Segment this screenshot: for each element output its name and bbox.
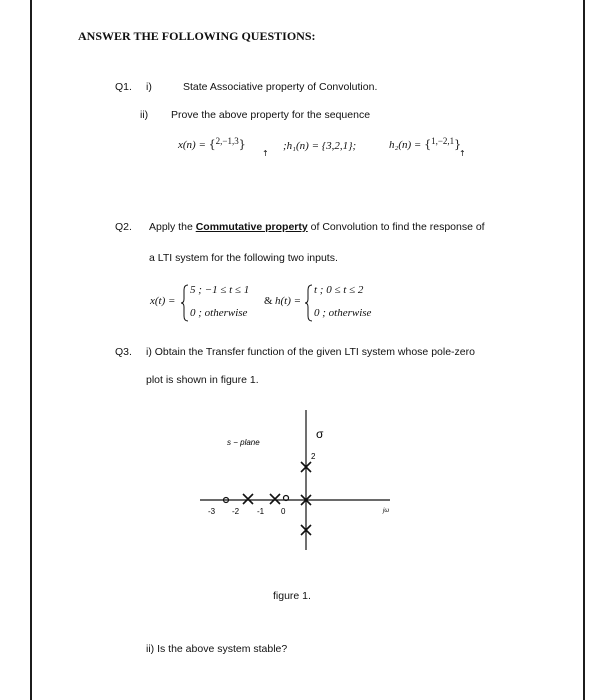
- q1-sequence-h2: h₂(n) = {$^{1,-2,1}$}: [389, 136, 462, 151]
- page-heading: ANSWER THE FOLLOWING QUESTIONS:: [78, 29, 316, 43]
- q1-part-ii-text: Prove the above property for the sequence: [171, 109, 371, 121]
- q2-h-brace: [305, 284, 313, 322]
- q2-line1-post: of Convolution to find the response of: [307, 221, 485, 233]
- tick-label-minus-1: -1: [257, 507, 265, 516]
- q2-line1: [149, 221, 485, 233]
- q1-sequence-h1: ;h₁(n) = {3,2,1};: [283, 140, 357, 152]
- q3-line1: i) Obtain the Transfer function of the given LTI system whose pole-zero: [146, 346, 475, 358]
- q1-x-lhs: x(n) =: [178, 139, 206, 151]
- pole-marker-minus-1: [243, 494, 253, 504]
- tick-label-minus-3: -3: [208, 507, 216, 516]
- q2-line2: a LTI system for the following two inputs.: [149, 252, 338, 264]
- q2-line1-pre: Apply the: [149, 221, 196, 233]
- q2-h-lhs: h(t) =: [275, 295, 302, 307]
- q2-x-lhs: x(t) =: [150, 295, 176, 307]
- q1-part-ii-label: ii): [140, 109, 149, 121]
- q1-part-i-text: State Associative property of Convolution.: [183, 81, 378, 93]
- q2-x-brace: [181, 284, 189, 322]
- q3-line2: plot is shown in figure 1.: [146, 374, 259, 386]
- jw-axis-label: jω: [383, 508, 390, 514]
- tick-label-2: 2: [311, 452, 316, 461]
- tick-label-0: 0: [281, 507, 286, 516]
- q2-x-case1: 5 ; −1 ≤ t ≤ 1: [190, 284, 250, 296]
- q2-emphasis: Commutative property: [195, 221, 308, 233]
- q2-h-case2: 0 ; otherwise: [314, 307, 372, 319]
- q1-x-origin-arrow: ↑: [262, 149, 269, 158]
- tick-label-minus-2: -2: [232, 507, 240, 516]
- q2-and: &: [264, 295, 273, 307]
- q1-x-values: 2,−1,3: [215, 136, 239, 146]
- q1-part-i-label: i): [146, 81, 152, 93]
- q3-number: Q3.: [115, 346, 132, 358]
- sigma-axis-label: σ: [316, 427, 324, 441]
- s-plane-label: s − plane: [227, 438, 260, 447]
- pole-zero-plot: [195, 405, 415, 555]
- q1-h2-lhs: h₂(n) =: [389, 139, 422, 151]
- q1-number: Q1.: [115, 81, 132, 93]
- q1-h2-values: 1,−2,1: [431, 136, 455, 146]
- figure-caption: figure 1.: [273, 590, 311, 602]
- q3-part-ii: ii) Is the above system stable?: [146, 643, 288, 655]
- q2-x-case2: 0 ; otherwise: [190, 307, 248, 319]
- pole-marker-minus-half: [270, 494, 280, 504]
- q2-number: Q2.: [115, 221, 132, 233]
- q2-h-case1: t ; 0 ≤ t ≤ 2: [314, 284, 364, 296]
- q1-h2-origin-arrow: ↑: [459, 149, 466, 158]
- q1-sequence-x: x(n) = {$^{2,-1,3}$}: [178, 136, 246, 151]
